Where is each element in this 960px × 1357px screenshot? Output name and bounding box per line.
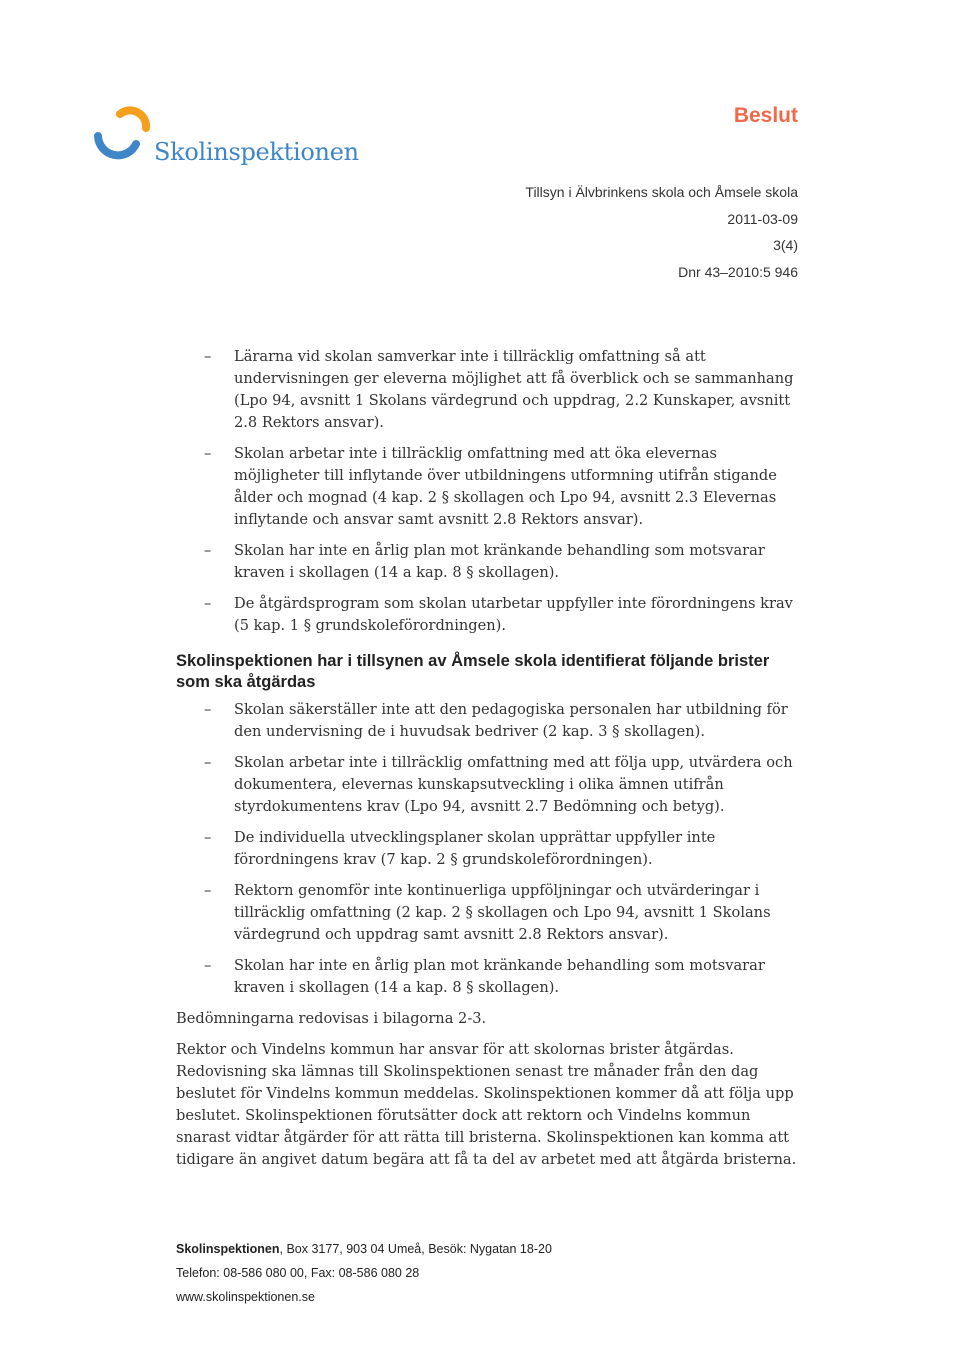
paragraph-assessments: Bedömningarna redovisas i bilagorna 2-3. — [176, 1010, 487, 1027]
list-item: – De individuella utvecklingsplaner skolan upprättar uppfyller inte förordningens krav (7 kap. 2 § grundskoleförordningen). — [176, 827, 806, 871]
deficiency-list-amsele — [176, 699, 806, 999]
section-heading: Skolinspektionen har i tillsynen av Åmsele skola identifierat följande brister som ska åtgärdas — [176, 652, 770, 691]
logo — [92, 100, 372, 170]
deficiency-list-alvbrinken — [176, 346, 806, 637]
list-item: – Skolan har inte en årlig plan mot kränkande behandling som motsvarar kraven i skollagen (14 a kap. 8 § skollagen). — [176, 540, 806, 584]
document-type: Beslut — [733, 104, 798, 127]
logo-mark-icon — [92, 100, 162, 170]
paragraph-responsibility: Rektor och Vindelns kommun har ansvar för att skolornas brister åtgärdas. Redovisning ska lämnas till Skolinspektionen senast tre månader från den dag beslutet för Vindelns kommun meddelas. Skolinspektionen kommer då att följa upp beslutet. Skolinspektionen förutsätter dock att rektorn och Vindelns kommun snarast vidtar åtgärder för att rätta till bristerna. Skolinspektionen kan komma att tidigare än angivet datum begära att få ta del av arbetet med att åtgärda bristerna. — [176, 1041, 797, 1168]
case-number: Dnr 43–2010:5 946 — [678, 263, 798, 280]
footer-phone: Telefon: 08-586 080 00, Fax: 08-586 080 28 — [176, 1266, 420, 1280]
footer-address: , Box 3177, 903 04 Umeå, Besök: Nygatan 18-20 — [279, 1242, 552, 1256]
footer-org: Skolinspektionen — [176, 1242, 280, 1256]
footer-website-link[interactable]: www.skolinspektionen.se — [176, 1290, 315, 1304]
footer-address-line — [176, 1240, 552, 1259]
document-meta — [525, 179, 798, 285]
subject-line: Tillsyn i Älvbrinkens skola och Åmsele skola — [525, 184, 798, 200]
logo-text: Skolinspektionen — [154, 138, 359, 166]
document-body — [176, 346, 806, 1180]
document-date: 2011-03-09 — [727, 210, 798, 227]
list-item: – Skolan arbetar inte i tillräcklig omfattning med att öka elevernas möjligheter till inflytande över utbildningens utformning utifrån stigande ålder och mognad (4 kap. 2 § skollagen och Lpo 94, avsnitt 2.3 Elevernas inflytande och ansvar samt avsnitt 2.8 Rektors ansvar). — [176, 443, 806, 531]
footer — [176, 1240, 552, 1312]
list-item: – Skolan säkerställer inte att den pedagogiska personalen har utbildning för den undervisning de i huvudsak bedriver (2 kap. 3 § skollagen). — [176, 699, 806, 743]
list-item: – De åtgärdsprogram som skolan utarbetar uppfyller inte förordningens krav (5 kap. 1 § grundskoleförordningen). — [176, 593, 806, 637]
list-item: – Skolan har inte en årlig plan mot kränkande behandling som motsvarar kraven i skollagen (14 a kap. 8 § skollagen). — [176, 955, 806, 999]
list-item: – Skolan arbetar inte i tillräcklig omfattning med att följa upp, utvärdera och dokumentera, elevernas kunskapsutveckling i olika ämnen utifrån styrdokumentens krav (Lpo 94, avsnitt 2.7 Bedömning och betyg). — [176, 752, 806, 818]
page-number: 3(4) — [773, 237, 798, 253]
list-item: – Lärarna vid skolan samverkar inte i tillräcklig omfattning så att undervisningen ger eleverna möjlighet att få överblick och se sammanhang (Lpo 94, avsnitt 1 Skolans värdegrund och uppdrag, 2.2 Kunskaper, avsnitt 2.8 Rektors ansvar). — [176, 346, 806, 434]
list-item: – Rektorn genomför inte kontinuerliga uppföljningar och utvärderingar i tillräcklig omfattning (2 kap. 2 § skollagen och Lpo 94, avsnitt 1 Skolans värdegrund och uppdrag samt avsnitt 2.8 Rektors ansvar). — [176, 880, 806, 946]
